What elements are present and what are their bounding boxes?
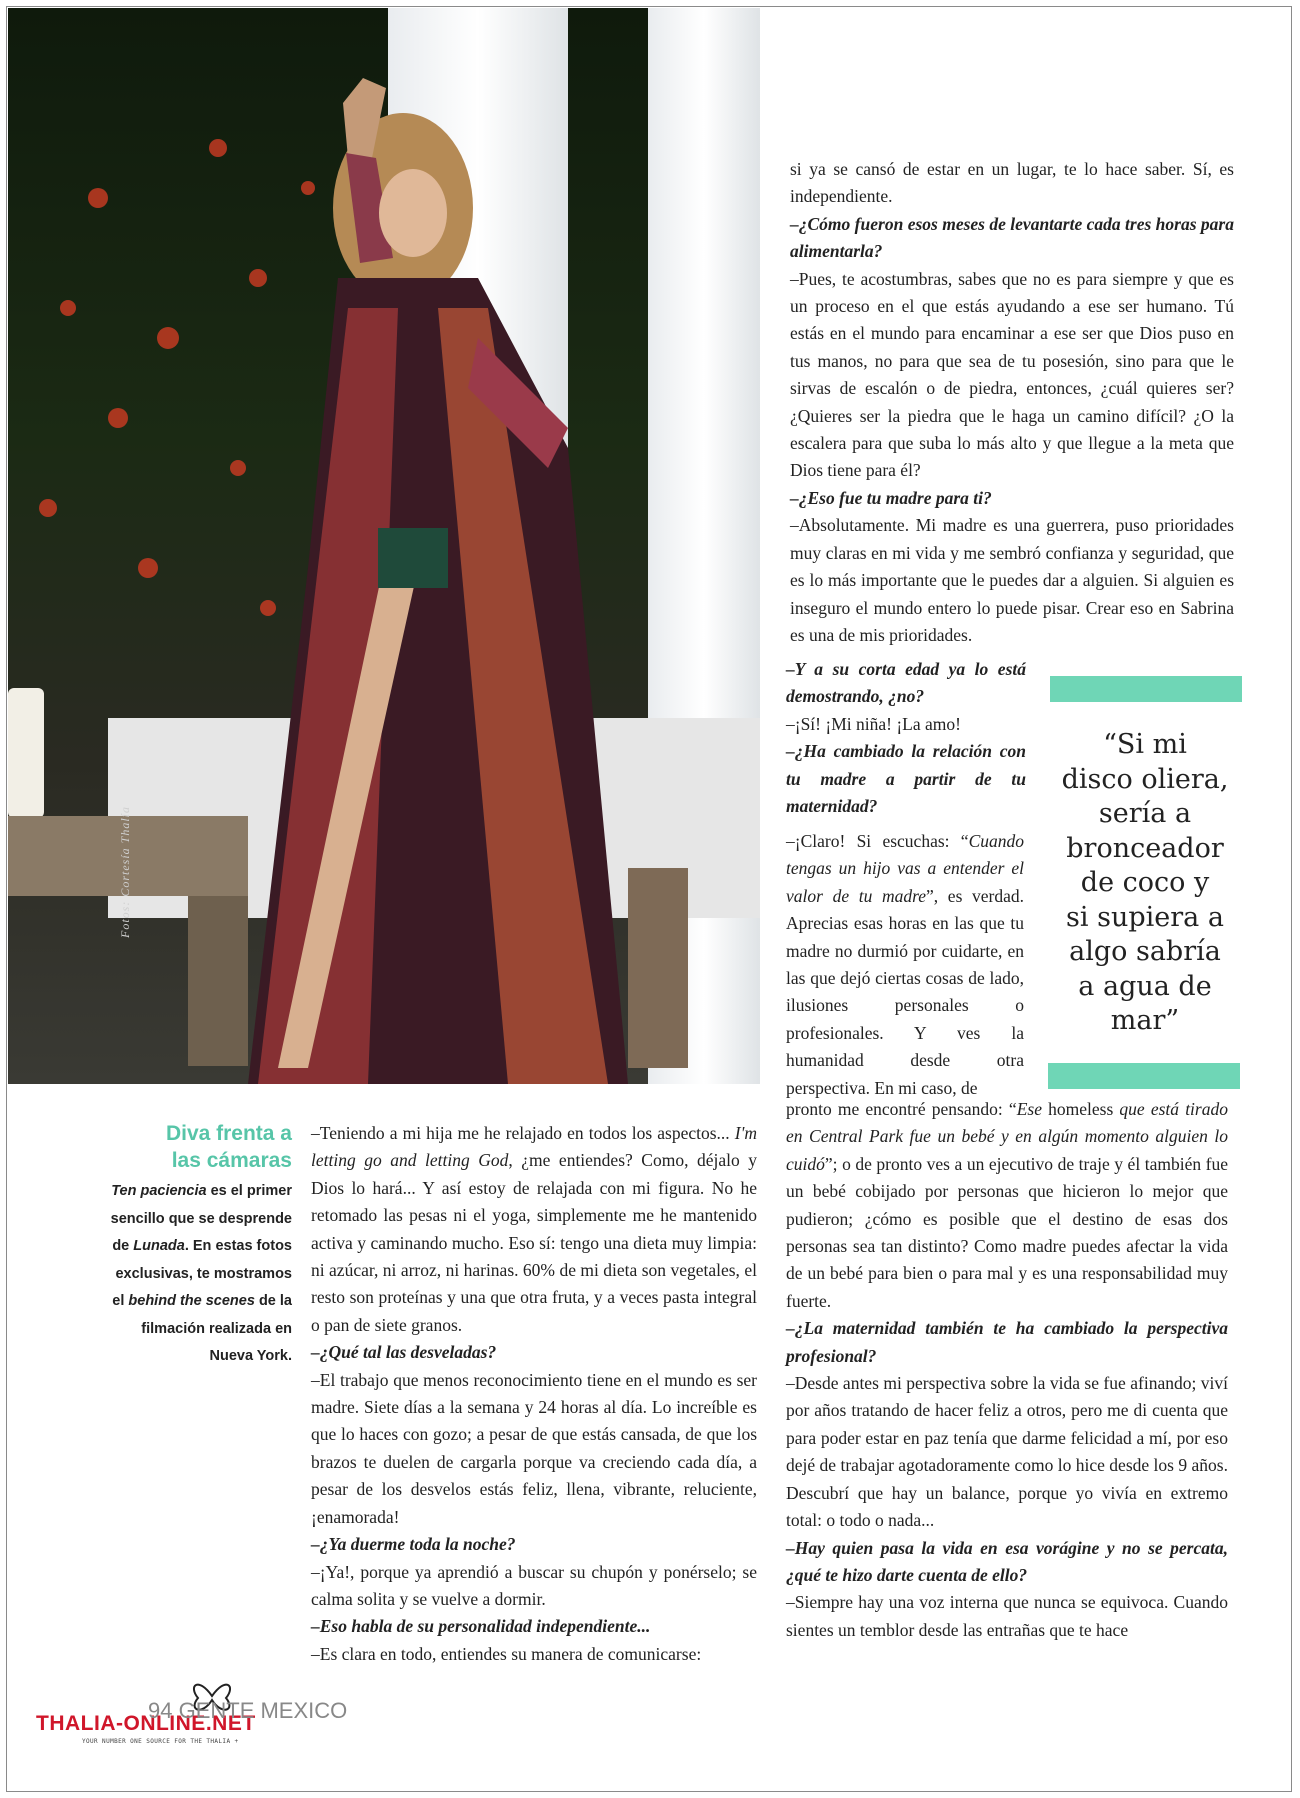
- text-run: –Es clara en todo, entiendes su manera de comunicarse:: [311, 1643, 702, 1664]
- text-run: I'm letting go and letting God: [311, 1123, 757, 1171]
- text-run: , ¿me entiendes? Como, déjalo y Dios lo hará... Y así estoy de relajada con mi figura. No he retomado las pesas ni el yoga, simplemente me he mantenido activa y caminando mucho. Eso sí: tengo una dieta muy limpia: ni azúcar, ni arroz, ni harinas. 60% de mi dieta son vegetales, el resto son proteínas y una que otra fruta, y a veces pasta integral o pan de siete granos.: [311, 1150, 757, 1335]
- question-paragraph: [311, 1339, 757, 1366]
- answer-paragraph: [311, 1367, 757, 1531]
- text-run: –Hay quien pasa la vida en esa vorágine y no se percata, ¿qué te hizo darte cuenta de ello?: [786, 1537, 1228, 1585]
- pull-quote-line: bronceador: [1066, 832, 1224, 864]
- bottom-right-column: [786, 1096, 1228, 1644]
- answer-paragraph: [790, 266, 1234, 485]
- pull-quote-line: sería a: [1098, 798, 1192, 829]
- sidebar-text: [110, 1178, 292, 1371]
- text-run: si ya se cansó de estar en un lugar, te lo hace saber. Sí, es independiente.: [790, 159, 1234, 207]
- photo: [8, 8, 760, 1084]
- text-run: –¿La maternidad también te ha cambiado la perspectiva profesional?: [786, 1318, 1228, 1366]
- page-folio: 94 GENTE MEXICO: [148, 1698, 348, 1723]
- text-run: –¡Ya!, porque ya aprendió a buscar su chupón y ponérselo; se calma solita y se vuelve a dormir.: [311, 1561, 757, 1609]
- text-run: ”, es verdad. Aprecias esas horas en las que tu madre no durmió por cuidarte, en las que dejó ciertas cosas de lado, ilusiones personales o profesionales. Y ves la humanidad desde otra perspectiva. En mi caso, de: [786, 885, 1024, 1098]
- pull-quote-bar-top: [1050, 676, 1242, 702]
- text-run: –Pues, te acostumbras, sabes que no es para siempre y que es un proceso en el que estás ayudando a ese ser humano. Tú estás en el mundo para encaminar a ese ser que Dios puso en tus manos, no para que sea de tu posesión, sino para que le sirvas de escalón o de piedra, entonces, ¿cuál quieres ser? ¿Quieres ser la piedra que le haga un camino difícil? ¿O la escalera para que suba lo más alto y que llegue a la meta que Dios tiene para él?: [790, 268, 1234, 481]
- question-paragraph: [311, 1613, 757, 1640]
- pull-quote-line: de coco y: [1080, 867, 1210, 898]
- question-paragraph: [786, 738, 1026, 820]
- text-run: es el primer sencillo que se desprende de: [110, 1183, 292, 1254]
- right-column: [790, 156, 1234, 649]
- question-paragraph: [786, 1535, 1228, 1590]
- text-run: Ten paciencia: [111, 1183, 207, 1199]
- text-run: Lunada: [133, 1238, 185, 1254]
- text-run: de la filmación realizada en Nueva York.: [141, 1293, 292, 1364]
- answer-paragraph: [786, 711, 1026, 738]
- pull-quote-line: “Si mi: [1103, 729, 1187, 760]
- answer-paragraph: [790, 512, 1234, 649]
- text-run: –¿Ha cambiado la relación con tu madre a partir de tu maternidad?: [786, 741, 1026, 817]
- pull-quote-line: algo sabría: [1069, 936, 1221, 967]
- narrow-column: [786, 828, 1024, 1102]
- text-run: –¿Cómo fueron esos meses de levantarte cada tres horas para alimentarla?: [790, 213, 1234, 262]
- text-run: –¿Ya duerme toda la noche?: [311, 1534, 516, 1555]
- logo-text: THALIA-ONLINE.NET: [36, 1712, 256, 1735]
- photo-credit: Fotos: Cortesía Thalía: [118, 805, 132, 938]
- text-run: ”; o de pronto ves a un ejecutivo de traje y él también fue un bebé cobijado por personas que hicieron lo mejor que pudieron; ¿cómo es posible que el destino de esas dos personas sea tan distinto? Como madre puedes afectar la vida de un bebé para bien o para mal y es una responsabilidad muy fuerte.: [786, 1153, 1228, 1311]
- text-run: Cuando tengas un hijo vas a entender el valor de tu madre: [786, 831, 1024, 906]
- narrow-upper-column: [786, 656, 1026, 820]
- text-run: –Y a su corta edad ya lo está demostrando, ¿no?: [786, 659, 1026, 707]
- pull-quote-line: mar”: [1110, 1005, 1180, 1036]
- pull-quote-line: si supiera a: [1066, 901, 1224, 933]
- pull-quote: [1040, 728, 1250, 1039]
- sidebar-title: [110, 1120, 292, 1174]
- middle-column: [311, 1120, 757, 1668]
- text-run: –El trabajo que menos reconocimiento tiene en el mundo es ser madre. Siete días a la semana y 24 horas al día. Lo increíble es que lo haces con gozo; a pesar de que estás cansada, de que los brazos te duelen de cargarla porque va creciendo cada día, a pesar de los desvelos estás feliz, llena, vibrante, reluciente, ¡enamorada!: [311, 1369, 757, 1527]
- question-paragraph: [786, 656, 1026, 711]
- text-run: que está tirado en Central Park fue un bebé y en algún momento alguien lo cuidó: [786, 1099, 1228, 1174]
- logo-tagline: YOUR NUMBER ONE SOURCE FOR THE THALIA +: [82, 1738, 239, 1745]
- sidebar-title-line: las cámaras: [171, 1149, 292, 1172]
- text-run: behind the scenes: [128, 1293, 255, 1309]
- text-run: –Teniendo a mi hija me he relajado en todos los aspectos...: [311, 1123, 735, 1143]
- text-run: homeless: [1041, 1099, 1120, 1119]
- answer-paragraph: [786, 1589, 1228, 1644]
- text-run: –Siempre hay una voz interna que nunca se equivoca. Cuando sientes un temblor desde las entrañas que te hace: [786, 1592, 1228, 1640]
- text-run: –Desde antes mi perspectiva sobre la vida se fue afinando; viví por años tratando de hacer feliz a otros, pero me di cuenta que para poder estar en paz tenía que darme felicidad a mí, por eso dejé de trabajar agotadoramente como lo hice desde los 9 años. Descubrí que hay un balance, porque yo vivía en extremo total: o todo o nada...: [786, 1373, 1228, 1531]
- text-run: –¿Qué tal las desveladas?: [311, 1342, 497, 1363]
- answer-paragraph: [786, 1370, 1228, 1534]
- answer-paragraph: [786, 1096, 1228, 1315]
- sidebar-title-line: Diva frenta a: [165, 1122, 292, 1145]
- text-run: –Eso habla de su personalidad independiente...: [311, 1616, 651, 1637]
- question-paragraph: [790, 211, 1234, 266]
- pull-quote-line: a agua de: [1078, 970, 1212, 1002]
- text-run: Ese: [1016, 1099, 1042, 1119]
- question-paragraph: [790, 485, 1234, 512]
- answer-paragraph: [311, 1120, 757, 1339]
- answer-paragraph: [790, 156, 1234, 211]
- text-run: –Absolutamente. Mi madre es una guerrera, puso prioridades muy claras en mi vida y me sembró confianza y seguridad, que es lo más importante que le puedes dar a alguien. Si alguien es inseguro el mundo entero lo puede pisar. Crear eso en Sabrina es una de mis prioridades.: [790, 515, 1234, 645]
- text-run: –¿Eso fue tu madre para ti?: [790, 487, 992, 508]
- answer-paragraph: [786, 828, 1024, 1102]
- answer-paragraph: [311, 1641, 757, 1668]
- question-paragraph: [311, 1531, 757, 1558]
- question-paragraph: [786, 1315, 1228, 1370]
- pull-quote-bar-bottom: [1048, 1063, 1240, 1089]
- text-run: . En estas fotos exclusivas, te mostramos el: [112, 1238, 292, 1309]
- pull-quote-line: disco oliera,: [1061, 763, 1229, 795]
- text-run: –¡Claro! Si escuchas: “: [786, 831, 969, 851]
- answer-paragraph: [311, 1559, 757, 1614]
- text-run: pronto me encontré pensando: “: [786, 1099, 1017, 1119]
- text-run: –¡Sí! ¡Mi niña! ¡La amo!: [786, 713, 961, 734]
